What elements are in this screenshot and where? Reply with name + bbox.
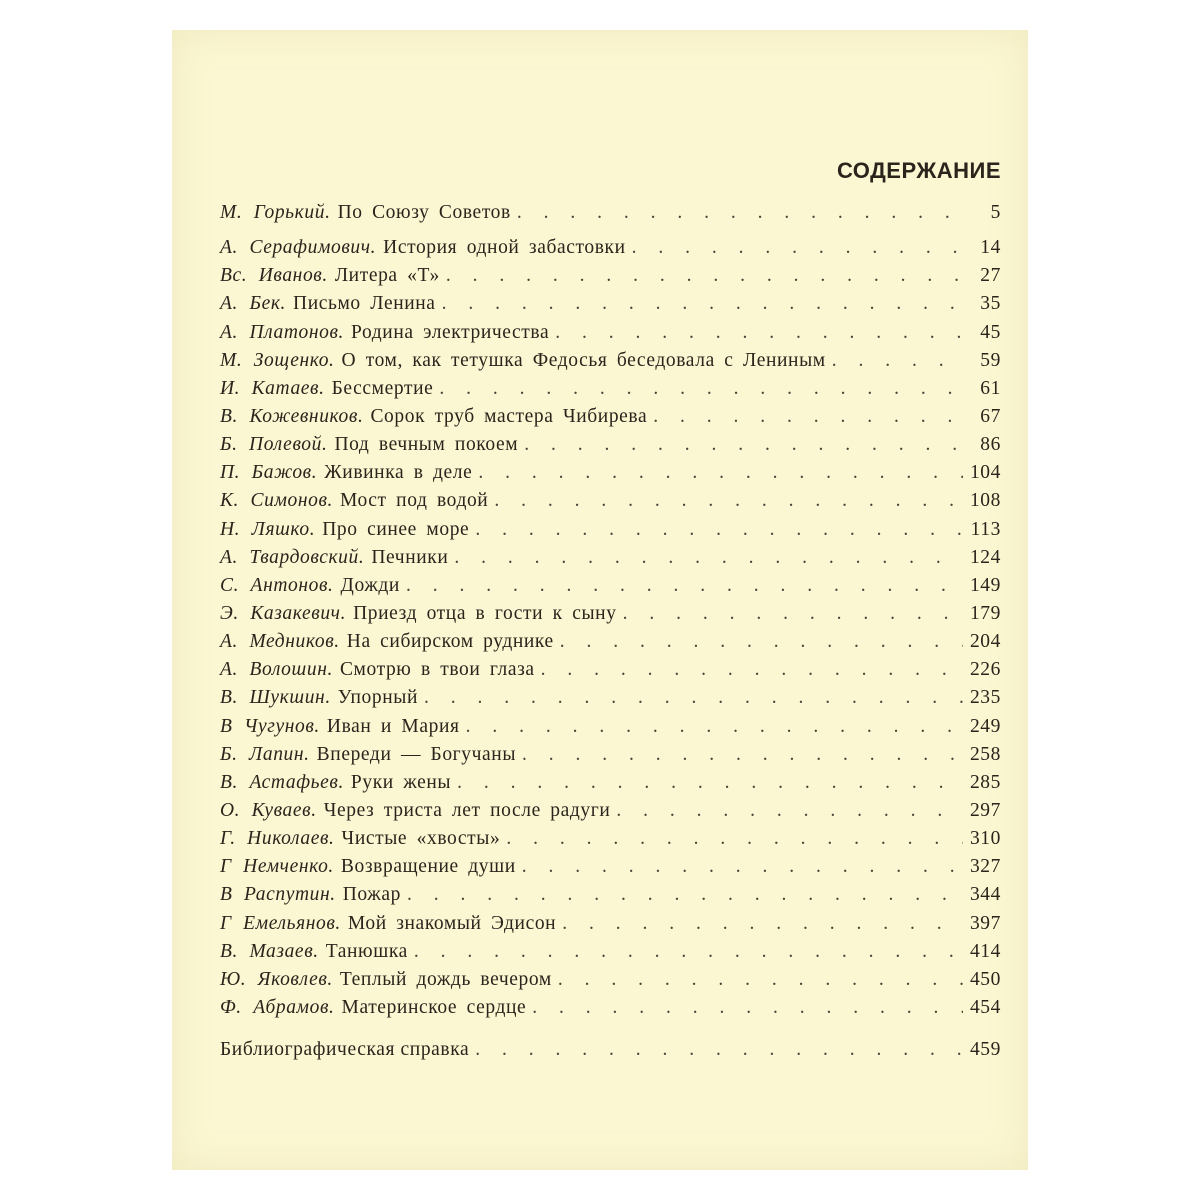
dot-leader — [478, 462, 963, 484]
toc-page-number: 459 — [969, 1039, 1001, 1061]
toc-title: Танюшка — [325, 940, 408, 962]
toc-author: Г Емельянов. — [220, 912, 341, 934]
dot-leader — [623, 603, 963, 625]
toc-title: Материнское сердце — [341, 996, 527, 1018]
toc-author: Б. Полевой. — [220, 434, 328, 456]
toc-entry-bibliography — [220, 1039, 1001, 1067]
toc-title: О том, как тетушка Федосья беседовала с Лениным — [341, 349, 826, 371]
toc-author: Г. Николаев. — [220, 828, 335, 850]
toc-entry — [220, 716, 1001, 744]
toc-author: С. Антонов. — [220, 574, 334, 596]
toc-author: К. Симонов. — [220, 490, 334, 512]
dot-leader — [494, 490, 963, 512]
toc-entry — [220, 265, 1001, 293]
toc-title: Через триста лет после радуги — [323, 799, 611, 821]
toc-page-number: 258 — [969, 743, 1001, 765]
dot-leader — [541, 659, 963, 681]
table-of-contents — [220, 202, 1001, 1067]
toc-title: Смотрю в твои глаза — [339, 659, 535, 681]
toc-entry — [220, 828, 1001, 856]
dot-leader — [414, 941, 963, 963]
toc-page-number: 124 — [969, 546, 1001, 568]
toc-author: Вс. Иванов. — [220, 265, 328, 287]
toc-title: Руки жены — [350, 771, 452, 793]
toc-entry — [220, 322, 1001, 350]
toc-author: Б. Лапин. — [220, 743, 310, 765]
toc-page-number: 327 — [969, 856, 1001, 878]
toc-entry — [220, 631, 1001, 659]
toc-entry — [220, 744, 1001, 772]
dot-leader — [407, 884, 963, 906]
dot-leader — [616, 800, 963, 822]
toc-entry — [220, 772, 1001, 800]
toc-page-number: 310 — [969, 828, 1001, 850]
toc-title: Библиографическая справка — [220, 1039, 470, 1061]
toc-entry — [220, 941, 1001, 969]
toc-entry — [220, 434, 1001, 462]
dot-leader — [522, 856, 963, 878]
dot-leader — [457, 772, 963, 794]
toc-title: Дожди — [340, 574, 400, 596]
dot-leader — [466, 716, 963, 738]
toc-page-number: 397 — [969, 912, 1001, 934]
dot-leader — [522, 744, 963, 766]
toc-title: Печники — [371, 546, 449, 568]
toc-page-number: 450 — [969, 968, 1001, 990]
toc-page-number: 5 — [990, 202, 1001, 223]
dot-leader — [517, 202, 963, 224]
toc-entry — [220, 406, 1001, 434]
toc-page-number: 45 — [980, 321, 1001, 343]
dot-leader — [562, 913, 963, 935]
dot-leader — [832, 350, 963, 372]
dot-leader — [406, 575, 963, 597]
toc-page-number: 35 — [980, 293, 1001, 315]
toc-page-number: 108 — [969, 490, 1001, 512]
toc-entry — [220, 800, 1001, 828]
toc-entry — [220, 687, 1001, 715]
toc-title: История одной забастовки — [383, 237, 626, 259]
toc-title: Возвращение души — [340, 856, 516, 878]
dot-leader — [532, 997, 963, 1019]
toc-author: А. Медников. — [220, 631, 340, 653]
toc-entry — [220, 378, 1001, 406]
toc-page-number: 414 — [969, 940, 1001, 962]
toc-title: Под вечным покоем — [334, 434, 519, 456]
dot-leader — [475, 519, 963, 541]
toc-author: В. Мазаев. — [220, 940, 319, 962]
toc-page-number: 27 — [980, 265, 1001, 287]
toc-author: Э. Казакевич. — [220, 602, 347, 624]
toc-entry — [220, 202, 1001, 230]
toc-entry — [220, 490, 1001, 518]
toc-title: Про синее море — [322, 518, 470, 540]
toc-title: Впереди — Богучаны — [316, 743, 517, 765]
toc-author: А. Волошин. — [220, 659, 333, 681]
toc-page-number: 235 — [969, 687, 1001, 709]
toc-title: Живинка в деле — [324, 462, 473, 484]
toc-author: В Чугунов. — [220, 715, 320, 737]
toc-author: Ю. Яковлев. — [220, 968, 333, 990]
toc-page-number: 67 — [980, 405, 1001, 427]
dot-leader — [454, 547, 963, 569]
toc-author: М. Горький. — [220, 202, 331, 223]
toc-author: А. Серафимович. — [220, 237, 377, 259]
toc-author: Н. Ляшко. — [220, 518, 316, 540]
toc-page-number: 204 — [969, 631, 1001, 653]
toc-entry — [220, 659, 1001, 687]
toc-title: Иван и Мария — [326, 715, 460, 737]
toc-author: А. Твардовский. — [220, 546, 365, 568]
toc-title: Литера «Т» — [334, 265, 440, 287]
toc-author: М. Зощенко. — [220, 349, 335, 371]
toc-author: П. Бажов. — [220, 462, 318, 484]
dot-leader — [446, 265, 963, 287]
toc-page-number: 297 — [969, 799, 1001, 821]
toc-author: В Распутин. — [220, 884, 336, 906]
toc-entry — [220, 884, 1001, 912]
toc-entry — [220, 913, 1001, 941]
toc-page-number: 149 — [969, 574, 1001, 596]
toc-author: А. Платонов. — [220, 321, 345, 343]
toc-title: Родина электричества — [351, 321, 550, 343]
toc-author: В. Астафьев. — [220, 771, 344, 793]
toc-entry — [220, 603, 1001, 631]
toc-page-number: 285 — [969, 771, 1001, 793]
toc-entry — [220, 237, 1001, 265]
dot-leader — [632, 237, 963, 259]
toc-entry — [220, 293, 1001, 321]
dot-leader — [560, 631, 963, 653]
book-page — [172, 30, 1028, 1170]
toc-title: Бессмертие — [331, 377, 434, 399]
dot-leader — [524, 434, 963, 456]
dot-leader — [475, 1039, 963, 1061]
toc-author: Ф. Абрамов. — [220, 996, 335, 1018]
toc-page-number: 113 — [970, 518, 1001, 540]
toc-title: Теплый дождь вечером — [339, 968, 552, 990]
toc-title: Мост под водой — [340, 490, 489, 512]
dot-leader — [558, 969, 963, 991]
toc-page-number: 249 — [969, 715, 1001, 737]
toc-entry — [220, 997, 1001, 1025]
dot-leader — [506, 828, 963, 850]
dot-leader — [555, 322, 963, 344]
dot-leader — [439, 378, 963, 400]
toc-entry — [220, 350, 1001, 378]
dot-leader — [424, 687, 963, 709]
toc-page-number: 454 — [969, 996, 1001, 1018]
toc-title: Чистые «хвосты» — [341, 828, 501, 850]
toc-page-number: 179 — [969, 602, 1001, 624]
toc-author: О. Куваев. — [220, 799, 317, 821]
toc-page-number: 104 — [969, 462, 1001, 484]
toc-entry — [220, 547, 1001, 575]
toc-author: В. Кожевников. — [220, 405, 364, 427]
toc-title: Мой знакомый Эдисон — [347, 912, 557, 934]
dot-leader — [442, 293, 963, 315]
page-heading: СОДЕРЖАНИЕ — [836, 158, 1001, 183]
toc-title: На сибирском руднике — [346, 631, 554, 653]
toc-page-number: 59 — [980, 349, 1001, 371]
toc-page-number: 226 — [969, 659, 1001, 681]
toc-title: Упорный — [337, 687, 418, 709]
toc-entry — [220, 575, 1001, 603]
toc-page-number: 61 — [980, 377, 1001, 399]
toc-entry — [220, 856, 1001, 884]
toc-author: А. Бек. — [220, 293, 287, 315]
toc-page-number: 14 — [980, 237, 1001, 259]
toc-author: В. Шукшин. — [220, 687, 331, 709]
toc-title: Сорок труб мастера Чибирева — [370, 405, 648, 427]
toc-title: По Союзу Советов — [337, 202, 511, 223]
toc-title: Пожар — [342, 884, 401, 906]
toc-entry — [220, 519, 1001, 547]
dot-leader — [653, 406, 963, 428]
toc-author: Г Немченко. — [220, 856, 334, 878]
toc-page-number: 86 — [980, 434, 1001, 456]
toc-title: Приезд отца в гости к сыну — [353, 602, 617, 624]
toc-entry — [220, 969, 1001, 997]
toc-page-number: 344 — [969, 884, 1001, 906]
toc-author: И. Катаев. — [220, 377, 325, 399]
toc-entry — [220, 462, 1001, 490]
toc-title: Письмо Ленина — [293, 293, 436, 315]
